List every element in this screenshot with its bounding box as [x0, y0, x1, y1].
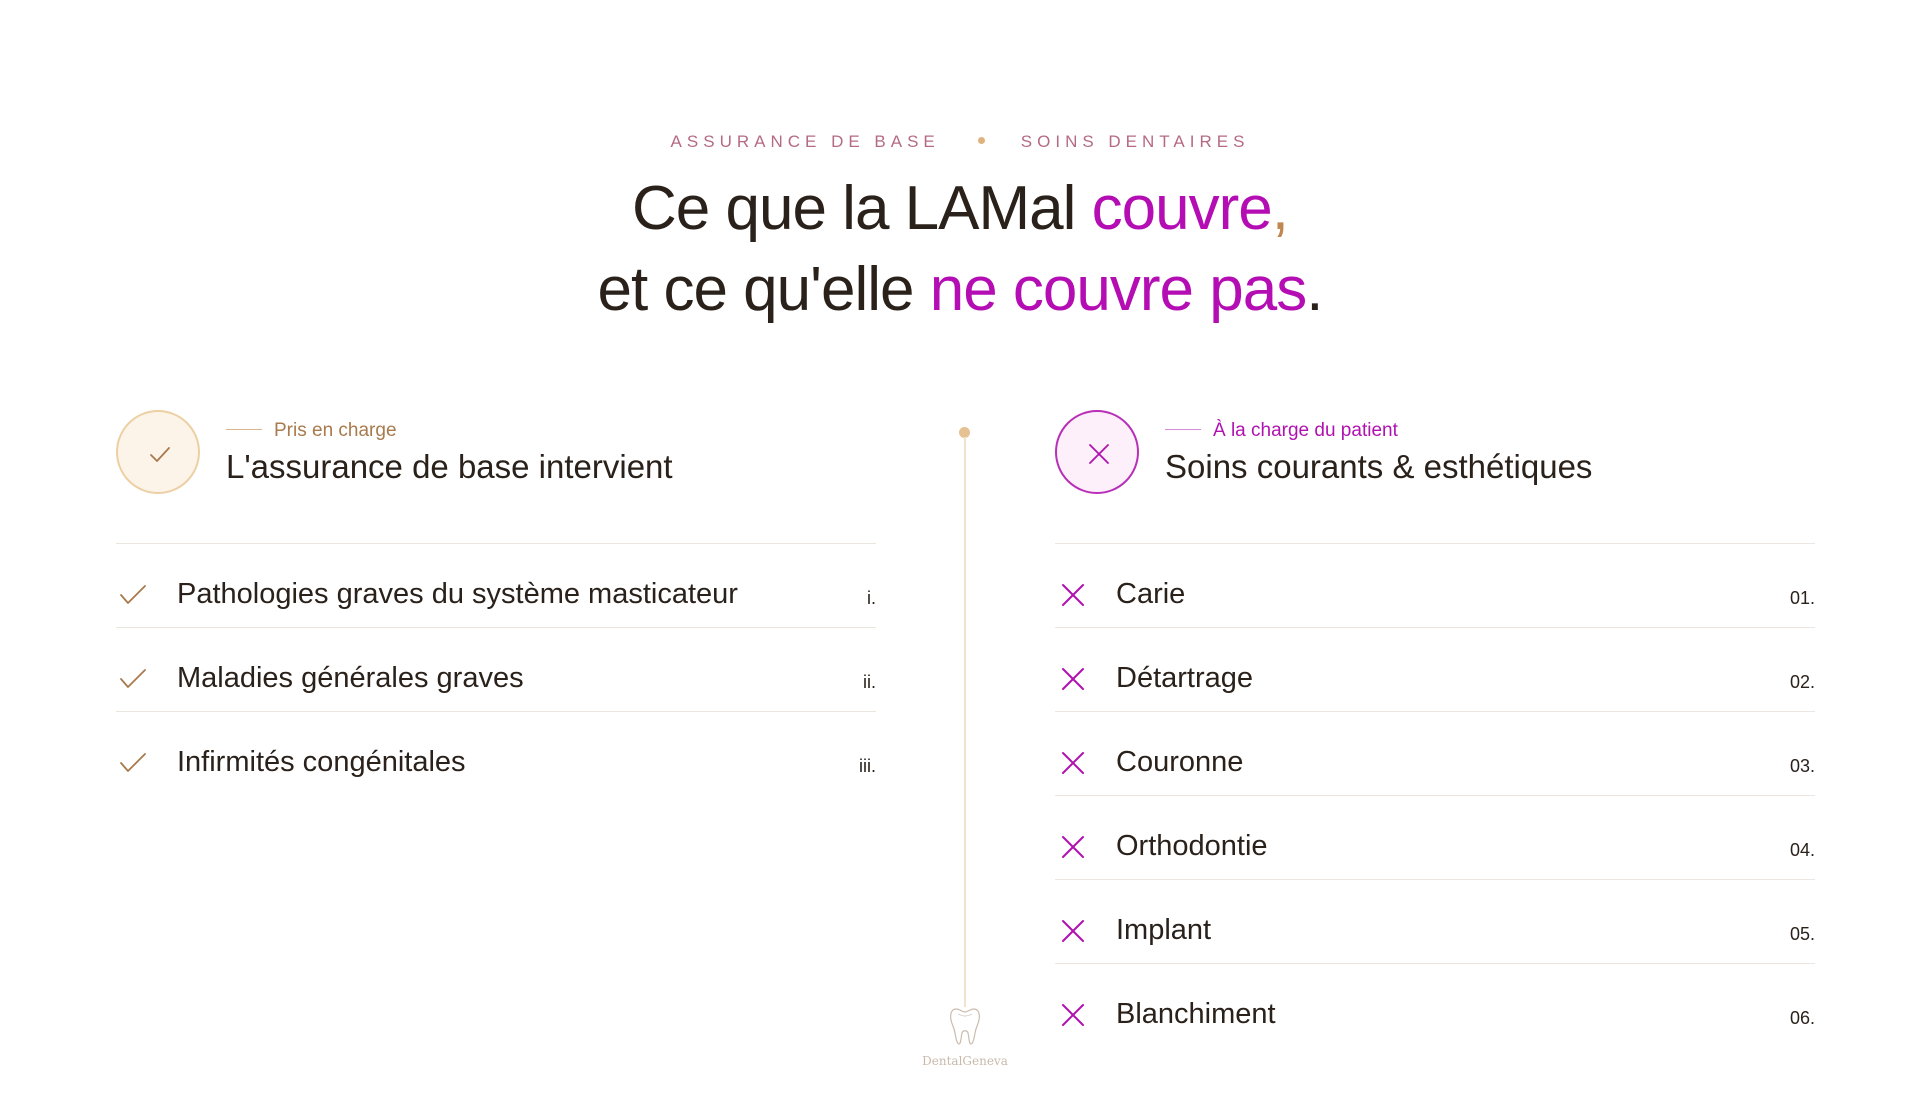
check-icon: [118, 751, 148, 775]
not-covered-title: Soins courants & esthétiques: [1165, 448, 1593, 485]
kicker-rule: [1165, 429, 1201, 430]
covered-item: [116, 628, 876, 712]
not-covered-item-label: Orthodontie: [1116, 830, 1268, 862]
not-covered-column: [1055, 410, 1815, 1047]
covered-column: [116, 410, 876, 795]
check-icon: [146, 440, 174, 468]
eyebrow: [0, 132, 1920, 152]
not-covered-item: [1055, 628, 1815, 712]
brand-logo: [915, 1005, 1015, 1068]
headline-line1-accent: couvre: [1091, 174, 1272, 243]
headline-line2-end: .: [1306, 255, 1323, 324]
covered-item-label: Pathologies graves du système masticateur: [177, 578, 738, 610]
vertical-divider: [964, 437, 966, 1007]
cross-icon: [1057, 1003, 1087, 1027]
not-covered-item-label: Implant: [1116, 914, 1212, 946]
covered-header: [116, 410, 876, 544]
check-icon: [118, 583, 148, 607]
not-covered-item-number: 01.: [1789, 588, 1815, 608]
kicker-rule: [226, 429, 262, 430]
not-covered-item-number: 05.: [1789, 924, 1815, 944]
headline-line1-plain: Ce que la LAMal: [632, 174, 1092, 243]
cross-icon: [1057, 919, 1087, 943]
cross-icon: [1085, 440, 1113, 468]
eyebrow-right: SOINS DENTAIRES: [1020, 132, 1250, 151]
not-covered-item-number: 04.: [1789, 840, 1815, 860]
eyebrow-separator-dot: [978, 137, 985, 144]
eyebrow-left: ASSURANCE DE BASE: [670, 132, 940, 151]
covered-item-number: i.: [867, 588, 876, 608]
not-covered-item: [1055, 880, 1815, 964]
covered-kicker-text: Pris en charge: [274, 420, 397, 441]
not-covered-kicker-text: À la charge du patient: [1213, 420, 1398, 441]
not-covered-item: [1055, 964, 1815, 1047]
not-covered-item-label: Blanchiment: [1116, 998, 1276, 1030]
not-covered-item-label: Couronne: [1116, 746, 1244, 778]
not-covered-item-label: Détartrage: [1116, 662, 1254, 694]
covered-item-label: Infirmités congénitales: [177, 746, 466, 778]
check-icon: [118, 667, 148, 691]
covered-item-label: Maladies générales graves: [177, 662, 524, 694]
brand-name: DentalGeneva: [922, 1054, 1008, 1068]
headline-line2-accent: ne couvre pas: [929, 255, 1307, 324]
covered-item-number: ii.: [863, 672, 876, 692]
not-covered-kicker: [1165, 420, 1398, 442]
not-covered-item-number: 03.: [1789, 756, 1815, 776]
cross-icon: [1057, 751, 1087, 775]
not-covered-item: [1055, 544, 1815, 628]
covered-item: [116, 712, 876, 795]
covered-item: [116, 544, 876, 628]
not-covered-item-label: Carie: [1116, 578, 1186, 610]
headline-line1-comma: ,: [1271, 174, 1288, 243]
not-covered-item: [1055, 796, 1815, 880]
covered-badge: [116, 410, 200, 494]
cross-icon: [1057, 583, 1087, 607]
covered-item-number: iii.: [859, 756, 876, 776]
page-title: [0, 168, 1920, 330]
covered-kicker: [226, 420, 397, 442]
covered-title: L'assurance de base intervient: [226, 448, 673, 485]
tooth-icon: [948, 1005, 982, 1047]
not-covered-badge: [1055, 410, 1139, 494]
cross-icon: [1057, 667, 1087, 691]
headline-line2-plain: et ce qu'elle: [597, 255, 930, 324]
cross-icon: [1057, 835, 1087, 859]
not-covered-item-number: 02.: [1789, 672, 1815, 692]
not-covered-item: [1055, 712, 1815, 796]
not-covered-item-number: 06.: [1789, 1008, 1815, 1028]
not-covered-header: [1055, 410, 1815, 544]
